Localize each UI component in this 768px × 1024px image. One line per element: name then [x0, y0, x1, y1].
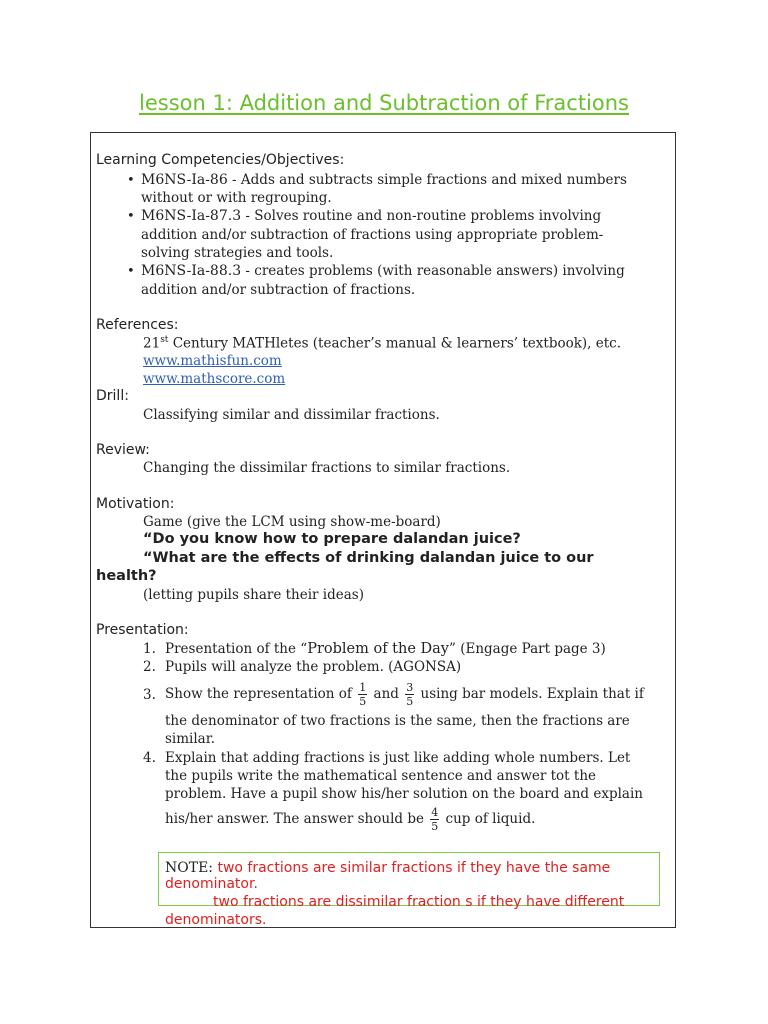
objective-item-2: M6NS-Ia-87.3 - Solves routine and non-routine problems involving — [141, 208, 602, 224]
motivation-question-2: “What are the effects of drinking dalandan juice to our — [143, 550, 594, 566]
objective-text: creates problems (with reasonable answers) involving — [254, 263, 625, 279]
objective-text: solving strategies and tools. — [141, 245, 334, 261]
objective-item-3: M6NS-Ia-88.3 - creates problems (with reasonable answers) involving — [141, 263, 625, 279]
list-number: 4. — [143, 750, 156, 766]
presentation-item-1: Presentation of the “Problem of the Day” (Engage Part page 3) — [165, 641, 606, 657]
drill-text: Classifying similar and dissimilar fractions. — [143, 407, 440, 423]
bullet-icon: • — [127, 264, 135, 279]
lesson-title: lesson 1: Addition and Subtraction of Fractions — [139, 91, 629, 115]
list-number: 3. — [143, 687, 156, 703]
objective-code: M6NS-Ia-86 — [141, 172, 228, 188]
objective-text: addition and/or subtraction of fractions using appropriate problem- — [141, 227, 604, 243]
presentation-item-3-text: similar. — [165, 731, 215, 747]
note-line-2: denominator. — [165, 876, 258, 892]
objective-text: Solves routine and non-routine problems involving — [254, 208, 602, 224]
reference-textbook: 21st Century MATHletes (teacher’s manual & learners’ textbook), etc. — [143, 335, 622, 352]
presentation-item-4-text: his/her answer. The answer should be $\frac{4}{5}$ cup of liquid. — [165, 806, 536, 833]
references-heading: References: — [96, 317, 179, 333]
objective-code: M6NS-Ia-88.3 — [141, 263, 242, 279]
reference-link-mathscore[interactable]: www.mathscore.com — [143, 371, 286, 387]
presentation-item-3: Show the representation of $\frac{1}{5}$ and $\frac{3}{5}$ using bar models. Explain that if — [165, 681, 644, 708]
presentation-item-4-text: problem. Have a pupil show his/her solution on the board and explain — [165, 786, 643, 802]
note-label: NOTE: — [165, 860, 214, 876]
note-line-1: NOTE: two fractions are similar fractions if they have the same — [165, 860, 611, 876]
motivation-game: Game (give the LCM using show-me-board) — [143, 514, 441, 530]
review-heading: Review: — [96, 442, 150, 458]
fraction-four-fifths: $\frac{4}{5}$ — [431, 806, 439, 833]
presentation-item-3-text: the denominator of two fractions is the same, then the fractions are — [165, 713, 630, 729]
motivation-question-2-cont: health? — [96, 568, 157, 584]
bullet-icon: • — [127, 173, 135, 188]
objective-item-1: M6NS-Ia-86 - Adds and subtracts simple fractions and mixed numbers — [141, 172, 627, 188]
presentation-item-4-text: the pupils write the mathematical sentence and answer tot the — [165, 768, 597, 784]
note-line-3: two fractions are dissimilar fraction s if they have different — [213, 894, 625, 910]
drill-heading: Drill: — [96, 388, 129, 404]
motivation-heading: Motivation: — [96, 496, 175, 512]
list-number: 2. — [143, 659, 156, 675]
presentation-item-2: Pupils will analyze the problem. (AGONSA) — [165, 659, 462, 675]
objective-code: M6NS-Ia-87.3 — [141, 208, 242, 224]
motivation-question-1: “Do you know how to prepare dalandan juice? — [143, 531, 521, 547]
review-text: Changing the dissimilar fractions to similar fractions. — [143, 460, 511, 476]
bullet-icon: • — [127, 209, 135, 224]
note-line-4: denominators. — [165, 912, 267, 928]
fraction-one-fifth: $\frac{1}{5}$ — [359, 681, 367, 708]
presentation-heading: Presentation: — [96, 622, 189, 638]
fraction-three-fifths: $\frac{3}{5}$ — [406, 681, 414, 708]
reference-link-mathisfun[interactable]: www.mathisfun.com — [143, 353, 282, 369]
objectives-heading: Learning Competencies/Objectives: — [96, 152, 345, 168]
list-number: 1. — [143, 641, 156, 657]
objective-text: Adds and subtracts simple fractions and mixed numbers — [240, 172, 627, 188]
presentation-item-4: Explain that adding fractions is just like adding whole numbers. Let — [165, 750, 631, 766]
objective-text: addition and/or subtraction of fractions. — [141, 282, 416, 298]
objective-text: without or with regrouping. — [141, 190, 332, 206]
motivation-share: (letting pupils share their ideas) — [143, 587, 364, 603]
